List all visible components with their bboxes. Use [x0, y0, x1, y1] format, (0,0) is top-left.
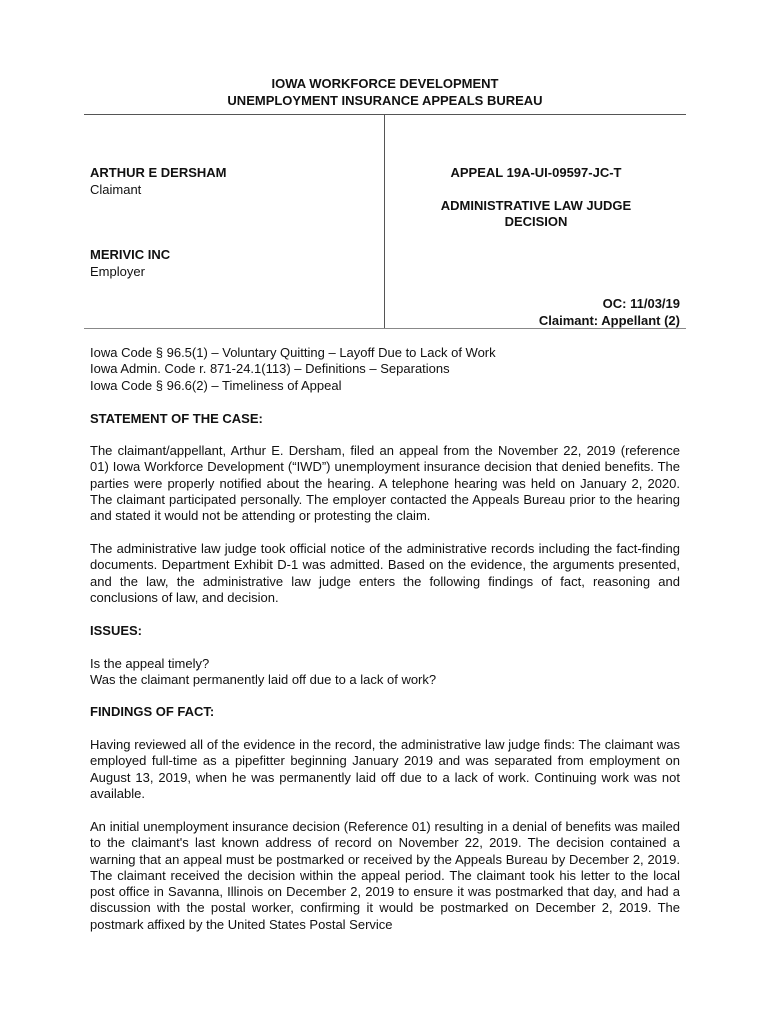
decision-title-line2: DECISION: [504, 214, 568, 229]
statement-heading: STATEMENT OF THE CASE:: [90, 411, 263, 426]
employer-name: MERIVIC INC: [90, 247, 171, 262]
issue-item: Was the claimant permanently laid off due to a lack of work?: [90, 672, 437, 688]
citation-line: Iowa Code § 96.5(1) – Voluntary Quitting – Layoff Due to Lack of Work: [90, 345, 496, 360]
oc-date: OC: 11/03/19: [602, 296, 680, 311]
citation-line: Iowa Code § 96.6(2) – Timeliness of Appeal: [90, 377, 342, 393]
decision-title-line1: ADMINISTRATIVE LAW JUDGE: [440, 198, 632, 213]
findings-heading: FINDINGS OF FACT:: [90, 704, 215, 719]
issues-list: [90, 656, 680, 689]
bureau-title: UNEMPLOYMENT INSURANCE APPEALS BUREAU: [227, 93, 543, 108]
claimant-status: Claimant: Appellant (2): [538, 313, 680, 328]
claimant-role: Claimant: [90, 182, 142, 197]
issue-item: Is the appeal timely?: [90, 656, 210, 671]
statement-paragraph-1: The claimant/appellant, Arthur E. Dersham, filed an appeal from the November 22, 2019 (reference 01) Iowa Workforce Development (“IWD”) unemployment insurance decision that denied benefits. The parties were properly notified about the hearing. A telephone hearing was held on January 2, 2020. The claimant participated personally. The employer contacted the Appeals Bureau prior to the hearing and stated it would not be attending or protesting the claim.: [90, 443, 680, 524]
agency-title: IOWA WORKFORCE DEVELOPMENT: [271, 76, 499, 91]
statement-paragraph-2: The administrative law judge took official notice of the administrative records including the fact-finding documents. Department Exhibit D-1 was admitted. Based on the evidence, the arguments presented, and the law, the administrative law judge enters the following findings of fact, reasoning and conclusions of law, and decision.: [90, 541, 680, 605]
caption-divider: [384, 114, 385, 328]
issues-heading: ISSUES:: [90, 623, 143, 638]
caption-top-rule: [84, 114, 686, 115]
claimant-name: ARTHUR E DERSHAM: [90, 165, 227, 180]
appeal-number: APPEAL 19A-UI-09597-JC-T: [450, 165, 622, 180]
employer-role: Employer: [90, 264, 145, 279]
findings-paragraph-2: An initial unemployment insurance decision (Reference 01) resulting in a denial of benefits was mailed to the claimant's last known address of record on November 22, 2019. The decision contained a warning that an appeal must be postmarked or received by the Appeals Bureau by December 2, 2019. The claimant received the decision within the appeal period. The claimant took his letter to the local post office in Savanna, Illinois on December 2, 2019 to ensure it was postmarked that day, and had a discussion with the postal worker, confirming it would be postmarked on December 2, 2019. The postmark affixed by the United States Postal Service: [90, 819, 680, 932]
citations-block: [90, 345, 680, 394]
citation-line: Iowa Admin. Code r. 871-24.1(113) – Definitions – Separations: [90, 361, 450, 377]
findings-paragraph-1: Having reviewed all of the evidence in the record, the administrative law judge finds: The claimant was employed full-time as a pipefitter beginning January 2019 and was separated from employment on August 13, 2019, when he was permanently laid off due to a lack of work. Continuing work was not available.: [90, 737, 680, 801]
